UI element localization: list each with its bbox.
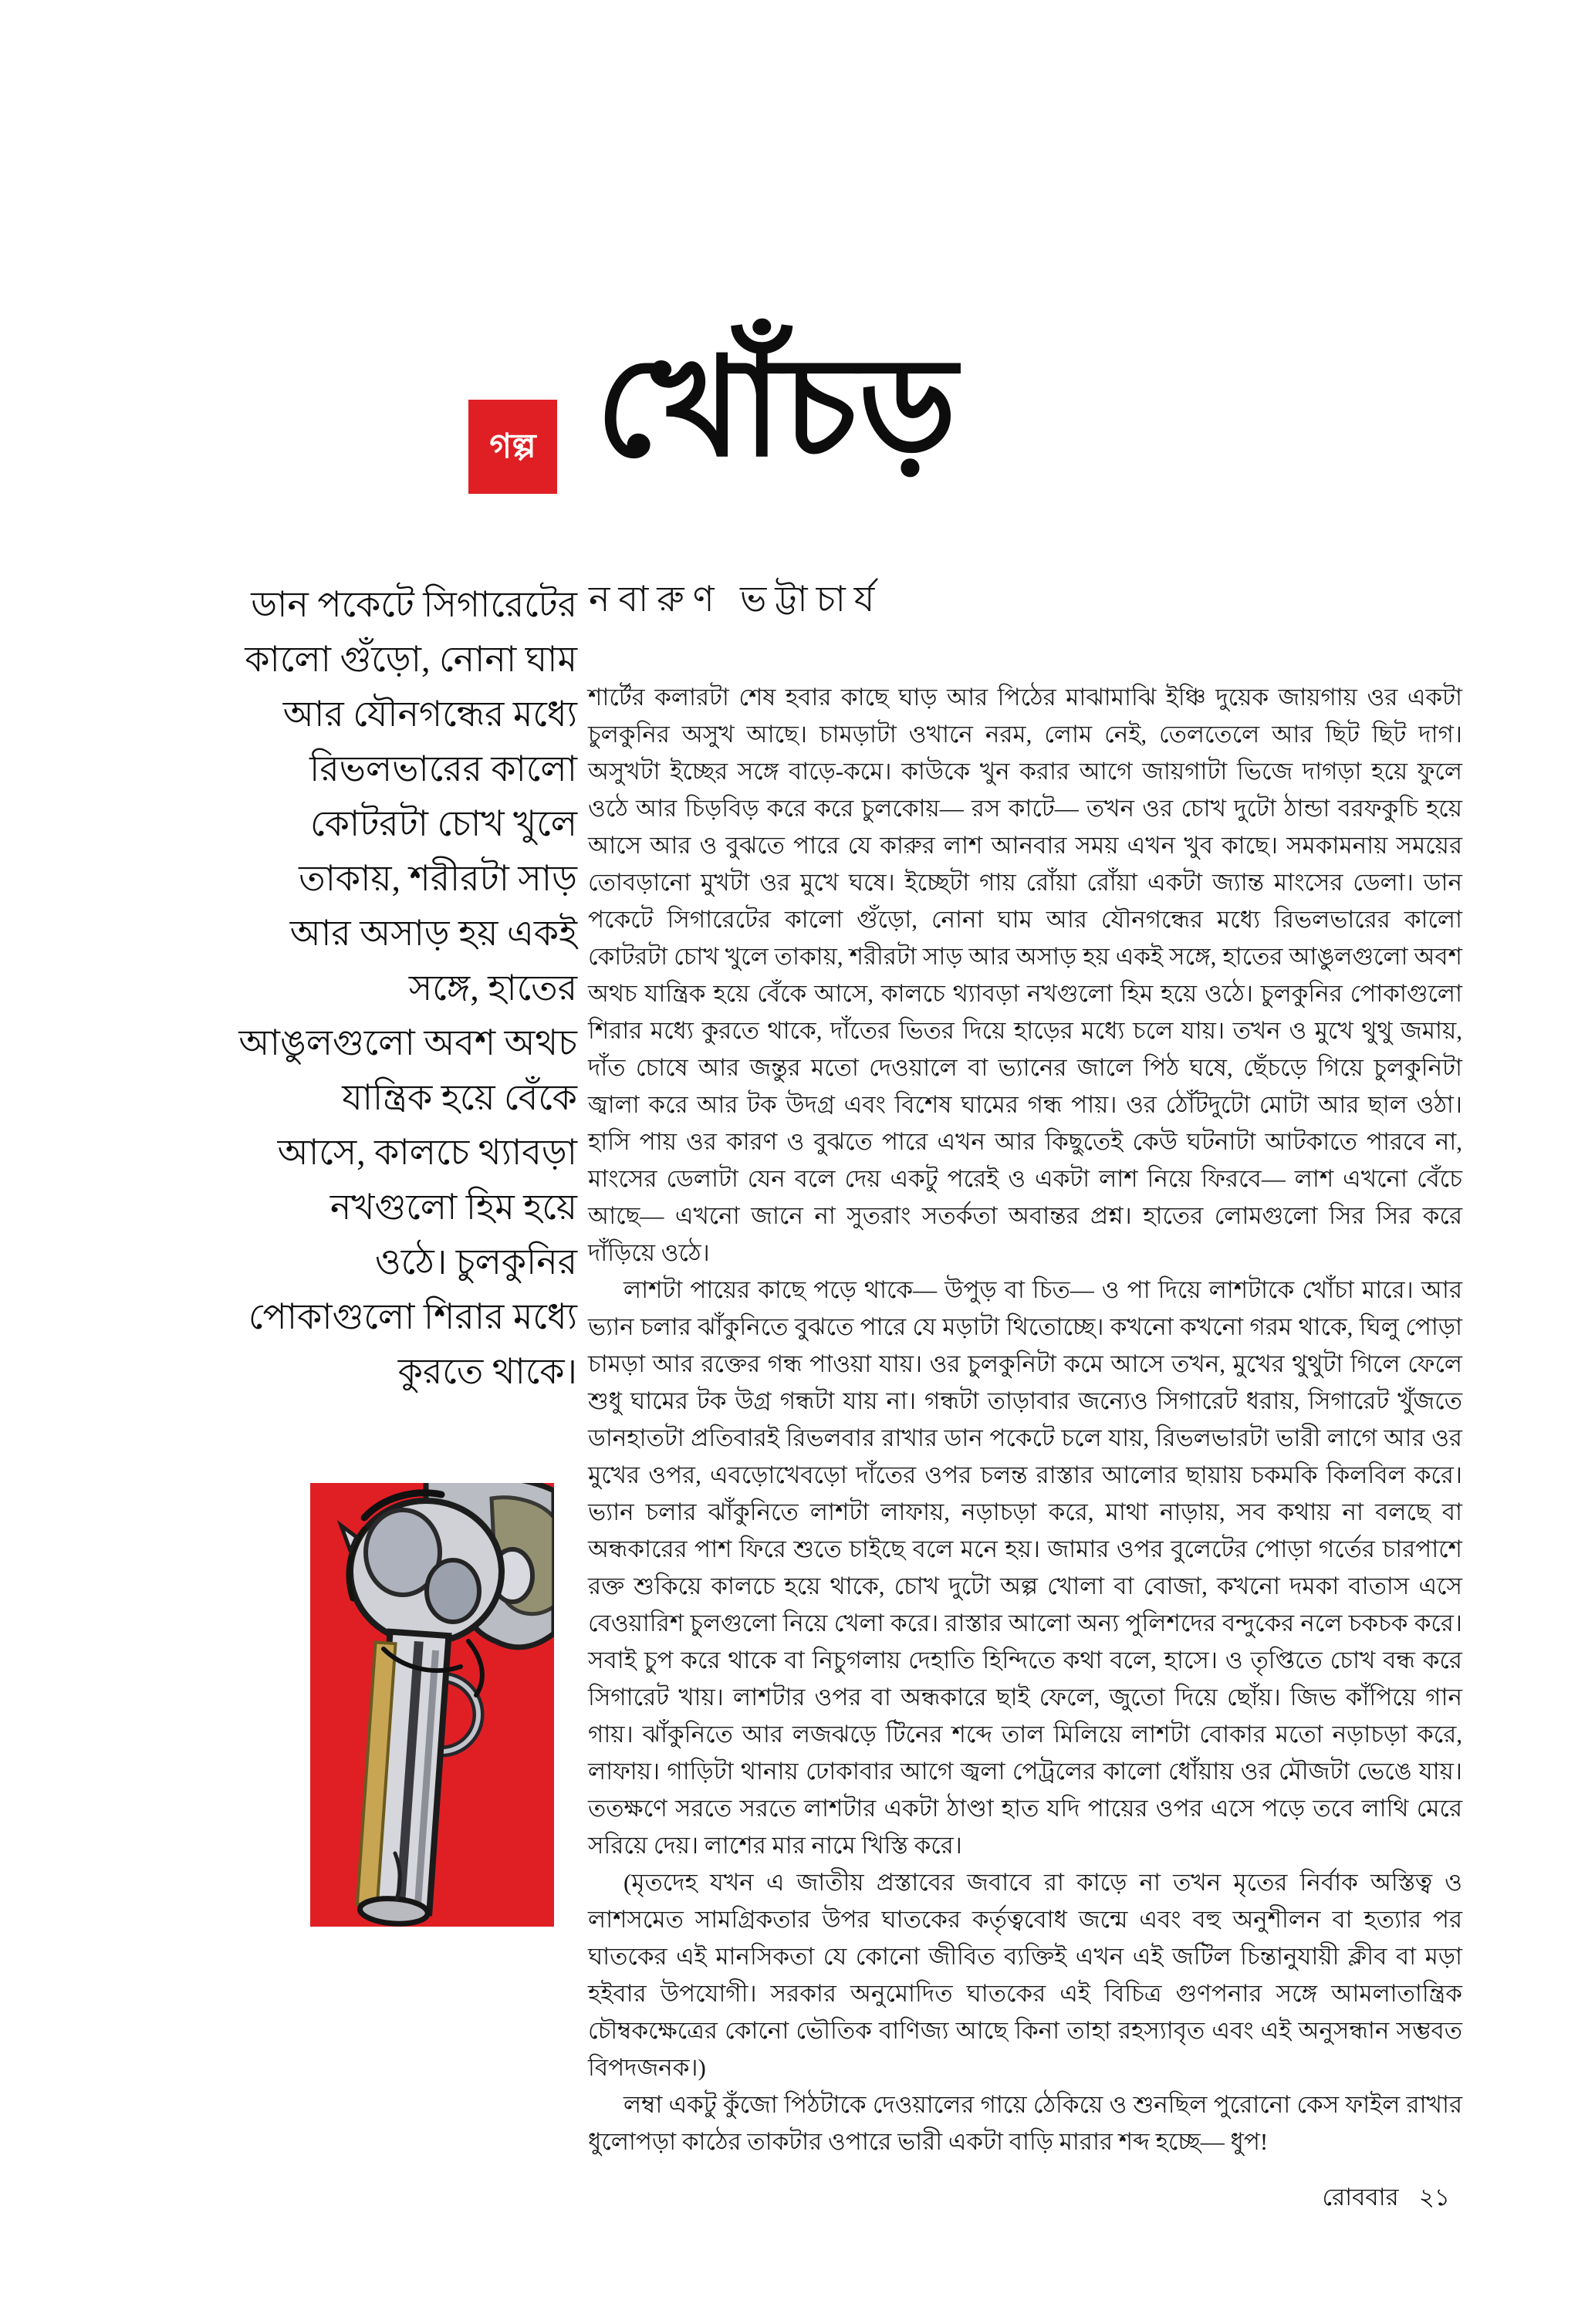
pull-quote-line: সঙ্গে, হাতের bbox=[408, 968, 577, 1008]
story-paragraph: লাশটা পায়ের কাছে পড়ে থাকে— উপুড় বা চিত— ও পা দিয়ে লাশটাকে খোঁচা মারে। আর ভ্যান চলার ঝাঁকুনিতে বুঝতে পারে যে মড়াটা থিতোচ্ছে। কখনো কখনো গরম থাকে, ঘিলু পোড়া চামড়া আর রক্তের গন্ধ পাওয়া যায়। ওর চুলকুনিটা কমে আসে তখন, মুখের থুথুটা গিলে ফেলে শুধু ঘামের টক উগ্র গন্ধটা যায় না। গন্ধটা তাড়াবার জন্যেও সিগারেট ধরায়, সিগারেট খুঁজতে ডানহাতটা প্রতিবারই রিভলবার রাখার ডান পকেটে চলে যায়, রিভলভারটা ভারী লাগে আর ওর মুখের ওপর, এবড়োখেবড়ো দাঁতের ওপর চলন্ত রাস্তার আলোর ছায়ায় চকমকি কিলবিল করে। ভ্যান চলার ঝাঁকুনিতে লাশটা লাফায়, নড়াচড়া করে, মাথা নাড়ায়, সব কথায় না বলছে বা অন্ধকারের পাশ ফিরে শুতে চাইছে বলে মনে হয়। জামার ওপর বুলেটের পোড়া গর্তের চারপাশে রক্ত শুকিয়ে কালচে হয়ে থাকে, চোখ দুটো অল্প খোলা বা বোজা, কখনো দমকা বাতাস এসে বেওয়ারিশ চুলগুলো নিয়ে খেলা করে। রাস্তার আলো অন্য পুলিশদের বন্দুকের নলে চকচক করে। সবাই চুপ করে থাকে বা নিচুগলায় দেহাতি হিন্দিতে কথা বলে, হাসে। ও তৃপ্তিতে চোখ বন্ধ করে সিগারেট খায়। লাশটার ওপর বা অন্ধকারে ছাই ফেলে, জুতো দিয়ে ছোঁয়। জিভ কাঁপিয়ে গান গায়। ঝাঁকুনিতে আর লজঝড়ে টিনের শব্দে তাল মিলিয়ে লাশটা বোকার মতো নড়াচড়া করে, লাফায়। গাড়িটা থানায় ঢোকাবার আগে জ্বলা পেট্রলের কালো ধোঁয়ায় ওর মৌজটা ভেঙে যায়। ততক্ষণে সরতে সরতে লাশটার একটা ঠাণ্ডা হাত যদি পায়ের ওপর এসে পড়ে তবে লাথি মেরে সরিয়ে দেয়। লাশের মার নামে খিস্তি করে। bbox=[588, 1276, 1462, 1859]
pull-quote-line: পোকাগুলো শিরার মধ্যে bbox=[248, 1297, 577, 1336]
story-paragraph: (মৃতদেহ যখন এ জাতীয় প্রস্তাবের জবাবে রা কাড়ে না তখন মৃতের নির্বাক অস্তিত্ব ও লাশসমেত সামগ্রিকতার উপর ঘাতকের কর্তৃত্ববোধ জন্মে এবং বহু অনুশীলন বা হত্যার পর ঘাতকের এই মানসিকতা যে কোনো জীবিত ব্যক্তিই এখন এই জটিল চিন্তানুযায়ী ক্লীব বা মড়া হইবার উপযোগী। সরকার অনুমোদিত ঘাতকের এই বিচিত্র গুণপনার সঙ্গে আমলাতান্ত্রিক চৌম্বকক্ষেত্রের কোনো ভৌতিক বাণিজ্য আছে কিনা তাহা রহস্যাবৃত এবং এই অনুসন্ধান সম্ভবত বিপদজনক।) bbox=[588, 1869, 1462, 2081]
pull-quote-line: আর যৌনগন্ধের মধ্যে bbox=[282, 694, 577, 734]
pull-quote-line: ওঠে। চুলকুনির bbox=[374, 1242, 577, 1282]
story-paragraph: লম্বা একটু কুঁজো পিঠটাকে দেওয়ালের গায়ে ঠেকিয়ে ও শুনছিল পুরোনো কেস ফাইল রাখার ধুলোপড়া কাঠের তাকটার ওপারে ভারী একটা বাড়ি মারার শব্দ হচ্ছে— ধুপ! bbox=[588, 2091, 1462, 2155]
page-number: ২১ bbox=[1418, 2184, 1450, 2211]
pull-quote bbox=[123, 577, 577, 1399]
kicker-badge bbox=[468, 400, 557, 494]
pull-quote-line: ডান পকেটে সিগারেটের bbox=[251, 585, 577, 624]
story-paragraph: শার্টের কলারটা শেষ হবার কাছে ঘাড় আর পিঠের মাঝামাঝি ইঞ্চি দুয়েক জায়গায় ওর একটা চুলকুনির অসুখ আছে। চামড়াটা ওখানে নরম, লোম নেই, তেলতেলে আর ছিট ছিট দাগ। অসুখটা ইচ্ছের সঙ্গে বাড়ে-কমে। কাউকে খুন করার আগে জায়গাটা ভিজে দাগড়া হয়ে ফুলে ওঠে আর চিড়বিড় করে করে চুলকোয়— রস কাটে— তখন ওর চোখ দুটো ঠান্ডা বরফকুচি হয়ে আসে আর ও বুঝতে পারে যে কারুর লাশ আনবার সময় এখন খুব কাছে। সমকামনায় সময়ের তোবড়ানো মুখটা ওর মুখে ঘষে। ইচ্ছেটা গায় রোঁয়া রোঁয়া একটা জ্যান্ত মাংসের ডেলা। ডান পকেটে সিগারেটের কালো গুঁড়ো, নোনা ঘাম আর যৌনগন্ধের মধ্যে রিভলভারের কালো কোটরটা চোখ খুলে তাকায়, শরীরটা সাড় আর অসাড় হয় একই সঙ্গে, হাতের আঙুলগুলো অবশ অথচ যান্ত্রিক হয়ে বেঁকে আসে, কালচে থ্যাবড়া নখগুলো হিম হয়ে ওঠে। চুলকুনির পোকাগুলো শিরার মধ্যে কুরতে থাকে, দাঁতের ভিতর দিয়ে হাড়ের মধ্যে চলে যায়। তখন ও মুখে থুথু জমায়, দাঁত চোষে আর জন্তুর মতো দেওয়ালে বা ভ্যানের জালে পিঠ ঘষে, ছেঁচড়ে গিয়ে চুলকুনিটা জ্বালা করে আর টক উদগ্র এবং বিশেষ ঘামের গন্ধ পায়। ওর ঠোঁটদুটো মোটা আর ছাল ওঠা। হাসি পায় ওর কারণ ও বুঝতে পারে এখন আর কিছুতেই কেউ ঘটনাটা আটকাতে পারবে না, মাংসের ডেলাটা যেন বলে দেয় একটু পরেই ও একটা লাশ নিয়ে ফিরবে— লাশ এখনো বেঁচে আছে— এখনো জানে না সুতরাং সতর্কতা অবান্তর প্রশ্ন। হাতের লোমগুলো সির সির করে দাঁড়িয়ে ওঠে। bbox=[588, 684, 1462, 1266]
pull-quote-line: আসে, কালচে থ্যাবড়া bbox=[277, 1133, 577, 1172]
pull-quote-line: আঙুলগুলো অবশ অথচ bbox=[238, 1023, 577, 1062]
pull-quote-line: রিভলভারের কালো bbox=[309, 749, 577, 789]
revolver-sketch-svg bbox=[310, 1483, 554, 1927]
pull-quote-line: আর অসাড় হয় একই bbox=[289, 914, 577, 953]
magazine-name: রোববার bbox=[1322, 2184, 1399, 2211]
kicker-label: গল্প bbox=[489, 427, 536, 465]
story-body bbox=[588, 679, 1462, 2160]
page-footer bbox=[1323, 2179, 1450, 2219]
pull-quote-line: কোটরটা চোখ খুলে bbox=[310, 804, 577, 843]
pull-quote-line: নখগুলো হিম হয়ে bbox=[329, 1187, 577, 1227]
pull-quote-line: তাকায়, শরীরটা সাড় bbox=[299, 859, 577, 898]
pull-quote-line: কালো গুঁড়ো, নোনা ঘাম bbox=[245, 640, 577, 679]
pull-quote-line: কুরতে থাকে। bbox=[397, 1352, 577, 1391]
pull-quote-line: যান্ত্রিক হয়ে বেঁকে bbox=[342, 1078, 577, 1117]
revolver-illustration bbox=[310, 1483, 554, 1927]
author-byline: নবারুণ ভট্টাচার্য bbox=[589, 579, 884, 619]
page-title: খোঁচড় bbox=[596, 332, 958, 485]
